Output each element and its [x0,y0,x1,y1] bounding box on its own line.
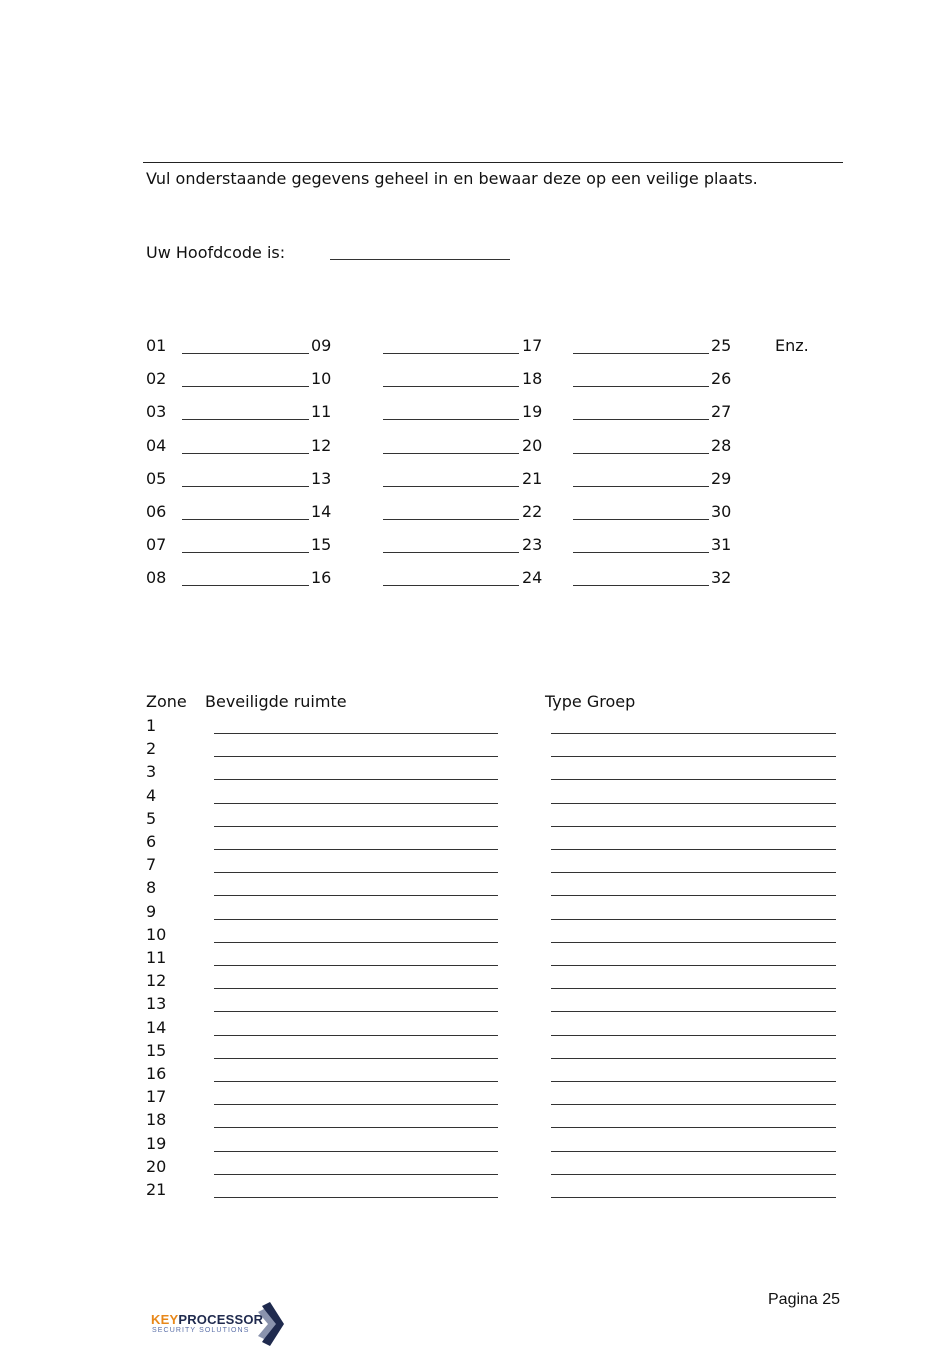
room-field[interactable] [214,1011,498,1012]
zone-number: 6 [146,832,157,851]
user-code-number: 01 [146,336,167,355]
page-number: Pagina 25 [768,1291,841,1308]
type-group-field[interactable] [551,895,836,896]
room-field[interactable] [214,1058,498,1059]
type-group-field[interactable] [551,1197,836,1198]
zone-number: 21 [146,1180,167,1199]
user-code-number: 15 [311,535,332,555]
type-group-field[interactable] [551,1151,836,1152]
zone-number: 2 [146,739,157,759]
zone-number: 19 [146,1133,167,1153]
room-field[interactable] [214,849,498,850]
room-field[interactable] [214,965,498,966]
zone-number: 20 [146,1156,167,1176]
user-code-number: 30 [711,502,732,521]
user-code-number: 18 [522,369,543,389]
user-code-number: 28 [711,435,732,455]
user-code-number: 08 [146,568,167,588]
user-code-number: 24 [522,568,543,588]
type-group-field[interactable] [551,872,836,873]
zone-number: 7 [146,855,157,875]
room-field[interactable] [214,1127,498,1128]
user-code-number: 14 [311,502,332,521]
zone-number: 4 [146,785,157,805]
user-code-field[interactable] [182,386,309,387]
user-code-number: 25 [711,336,732,355]
zone-number: 1 [146,716,157,735]
zone-number: 14 [146,1017,167,1037]
user-code-number: 17 [522,336,543,355]
user-code-number: 31 [711,535,732,555]
user-code-number: 06 [146,502,167,521]
user-code-field[interactable] [383,552,519,553]
user-code-number: 04 [146,435,167,455]
type-group-field[interactable] [551,1035,836,1036]
keyprocessor-logo [150,1302,290,1350]
type-group-field[interactable] [551,849,836,850]
type-group-field[interactable] [551,756,836,757]
room-field[interactable] [214,1197,498,1198]
zone-number: 8 [146,878,157,898]
user-code-number: 11 [311,402,332,422]
logo-wordmark: KEYPROCESSOR [151,1312,264,1327]
user-code-field[interactable] [383,453,519,454]
room-field[interactable] [214,919,498,920]
type-header: Type Groep [545,692,636,711]
user-code-field[interactable] [383,419,519,420]
type-group-field[interactable] [551,942,836,943]
header-rule [143,162,843,163]
room-field[interactable] [214,779,498,780]
room-field[interactable] [214,942,498,943]
room-field[interactable] [214,872,498,873]
user-code-field[interactable] [573,453,709,454]
user-code-number: 09 [311,336,332,355]
type-group-field[interactable] [551,779,836,780]
user-code-field[interactable] [573,519,709,520]
room-field[interactable] [214,733,498,734]
user-code-field[interactable] [573,552,709,553]
zone-header: Zone [146,692,187,711]
user-code-field[interactable] [383,519,519,520]
user-code-field[interactable] [573,486,709,487]
user-code-number: 23 [522,535,543,555]
user-code-number: 29 [711,468,732,488]
room-field[interactable] [214,1035,498,1036]
zone-number: 11 [146,948,167,967]
user-code-field[interactable] [182,519,309,520]
user-code-number: 07 [146,535,167,555]
user-code-field[interactable] [182,486,309,487]
user-code-field[interactable] [573,353,709,354]
type-group-field[interactable] [551,1104,836,1105]
room-field[interactable] [214,1151,498,1152]
type-group-field[interactable] [551,919,836,920]
type-group-field[interactable] [551,1174,836,1175]
room-field[interactable] [214,826,498,827]
zone-number: 5 [146,808,157,828]
user-code-field[interactable] [182,419,309,420]
room-field[interactable] [214,803,498,804]
user-code-field[interactable] [383,386,519,387]
logo-tagline: SECURITY SOLUTIONS [152,1327,250,1334]
user-code-number: 13 [311,468,332,488]
user-code-field[interactable] [573,419,709,420]
zone-number: 9 [146,901,157,921]
room-field[interactable] [214,895,498,896]
type-group-field[interactable] [551,1011,836,1012]
type-group-field[interactable] [551,826,836,827]
room-header: Beveiligde ruimte [205,692,347,711]
user-code-number: 32 [711,568,732,588]
hoofdcode-label: Uw Hoofdcode is: [146,243,286,262]
user-code-field[interactable] [383,486,519,487]
user-code-number: 10 [311,369,332,389]
user-code-number: 27 [711,402,732,422]
user-code-field[interactable] [182,552,309,553]
zone-number: 3 [146,762,157,782]
type-group-field[interactable] [551,803,836,804]
user-code-number: 03 [146,402,167,422]
user-code-field[interactable] [182,585,309,586]
zone-number: 15 [146,1040,167,1060]
type-group-field[interactable] [551,988,836,989]
user-code-field[interactable] [383,353,519,354]
user-code-number: 22 [522,502,543,521]
zone-number: 17 [146,1087,167,1107]
user-code-number: 16 [311,568,332,588]
type-group-field[interactable] [551,733,836,734]
room-field[interactable] [214,756,498,757]
intro-text: Vul onderstaande gegevens geheel in en bewaar deze op een veilige plaats. [146,169,758,188]
zone-number: 18 [146,1110,167,1130]
zone-number: 12 [146,971,167,991]
user-code-number: 26 [711,369,732,389]
room-field[interactable] [214,1174,498,1175]
type-group-field[interactable] [551,965,836,966]
room-field[interactable] [214,1081,498,1082]
type-group-field[interactable] [551,1058,836,1059]
zone-number: 16 [146,1064,167,1083]
user-code-field[interactable] [383,585,519,586]
user-code-number: 02 [146,369,167,389]
user-code-number: 20 [522,435,543,455]
user-code-number: 21 [522,468,543,488]
zone-number: 10 [146,924,167,944]
zone-number: 13 [146,994,167,1014]
user-code-number: 12 [311,435,332,455]
user-code-field[interactable] [573,386,709,387]
user-code-number: 05 [146,468,167,488]
user-code-field[interactable] [182,353,309,354]
type-group-field[interactable] [551,1081,836,1082]
hoofdcode-field[interactable] [330,259,510,260]
type-group-field[interactable] [551,1127,836,1128]
etc-label: Enz. [775,336,809,355]
room-field[interactable] [214,988,498,989]
user-code-number: 19 [522,402,543,422]
user-code-field[interactable] [573,585,709,586]
room-field[interactable] [214,1104,498,1105]
user-code-field[interactable] [182,453,309,454]
